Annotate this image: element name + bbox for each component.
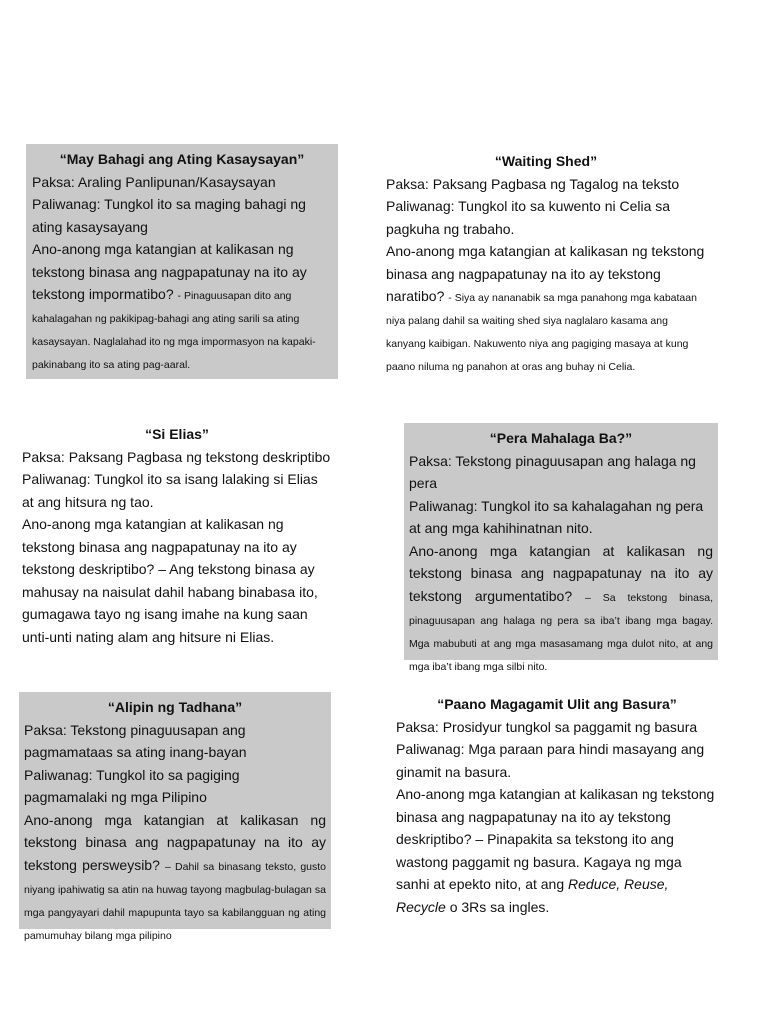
answer-text: – Ang tekstong binasa ay mahusay na naisulat dahil habang binabasa ito, gumagawa tayo ng isang imahe na kung saan unti-unti nating alam ang hitsure ni Elias. — [22, 561, 318, 645]
paliwanag-line: Paliwanag: Tungkol ito sa kuwento ni Celia sa pagkuha ng trabaho. — [386, 198, 671, 237]
card-title: “Alipin ng Tadhana” — [107, 699, 243, 715]
paliwanag-line: Paliwanag: Tungkol ito sa maging bahagi ng ating kasaysayang — [32, 196, 306, 235]
question-text: Ano-anong mga katangian at kalikasan ng tekstong binasa ang nagpapatunay na ito ay tekstong deskriptibo? — [22, 516, 297, 577]
question-text: Ano-anong mga katangian at kalikasan ng tekstong binasa ang nagpapatunay na ito ay tekstong argumentatibo? — [409, 542, 713, 604]
answer-text: - Pinaguusapan dito ang kahalagahan ng pakikipag-bahagi ang ating sarili sa ating kasaysayan. Naglalahad ito ng mga impormasyon na kapaki-pakinabang ito sa ating pag-aaral. — [32, 290, 316, 371]
question-text: Ano-anong mga katangian at kalikasan ng tekstong binasa ang nagpapatunay na ito ay tekstong naratibo? — [386, 243, 705, 304]
card-paano-magagamit — [392, 693, 722, 923]
paliwanag-line: Paliwanag: Tungkol ito sa isang lalaking si Elias at ang hitsura ng tao. — [22, 471, 318, 510]
card-may-bahagi — [26, 144, 338, 379]
card-title: “Si Elias” — [145, 426, 209, 442]
card-title: “Waiting Shed” — [494, 153, 598, 169]
card-pera-mahalaga — [404, 423, 718, 673]
paksa-line: Paksa: Paksang Pagbasa ng tekstong deskriptibo — [22, 448, 331, 465]
question-text: Ano-anong mga katangian at kalikasan ng tekstong binasa ang nagpapatunay na ito ay tekstong persweysib? — [24, 811, 326, 873]
answer-text: – Pinapakita sa tekstong ito ang wastong paggamit ng basura. Kagaya ng mga sanhi at epekto nito, at ang — [396, 831, 682, 892]
card-alipin-ng-tadhana — [19, 692, 331, 942]
paliwanag-line: Paliwanag: Mga paraan para hindi masayang ang ginamit na basura. — [396, 741, 705, 780]
answer-end: o 3Rs sa ingles. — [449, 898, 550, 915]
paksa-line: Paksa: Prosidyur tungkol sa paggamit ng basura — [396, 718, 698, 735]
card-title: “May Bahagi ang Ating Kasaysayan” — [59, 151, 305, 167]
paksa-line: Paksa: Paksang Pagbasa ng Tagalog na teksto — [386, 175, 680, 192]
answer-text: – Dahil sa binasang teksto, gusto niyang ipahiwatig sa atin na huwag tayong magbulag-bulagan sa mga pangyayari dahil mapupunta tayo sa kabilangguan ng ating pamumuhay bilang mga pilipino — [24, 860, 326, 942]
answer-text: – Sa tekstong binasa, pinaguusapan ang halaga ng pera sa iba’t ibang mga bagay. Mga mabubuti at ang mga masasamang mga dulot nito, at ang mga iba’t ibang mga silbi nito. — [409, 591, 713, 673]
question-text: Ano-anong mga katangian at kalikasan ng tekstong binasa ang nagpapatunay na ito ay tekstong deskriptibo? — [396, 786, 715, 847]
answer-terms: Reduce, Reuse, Recycle — [396, 876, 669, 915]
paksa-line: Paksa: Tekstong pinaguusapan ang pagmamataas sa ating inang-bayan — [24, 721, 247, 760]
paksa-line: Paksa: Araling Panlipunan/Kasaysayan — [32, 173, 276, 190]
card-title: “Paano Magagamit Ulit ang Basura” — [437, 696, 677, 712]
card-title: “Pera Mahalaga Ba?” — [489, 430, 633, 446]
paliwanag-line: Paliwanag: Tungkol ito sa kahalagahan ng pera at ang mga kahihinatnan nito. — [409, 497, 704, 536]
answer-text: - Siya ay nananabik sa mga panahong mga kabataan niya palang dahil sa waiting shed siya naglalaro kasama ang kanyang kaibigan. Nakuwento niya ang pagiging masaya at kung paano niluma ng panahon at oras ang buhay ni Celia. — [386, 292, 697, 373]
paliwanag-line: Paliwanag: Tungkol ito sa pagiging pagmamalaki ng mga Pilipino — [24, 766, 240, 805]
question-text: Ano-anong mga katangian at kalikasan ng tekstong binasa ang nagpapatunay na ito ay tekstong impormatibo? — [32, 241, 307, 302]
paksa-line: Paksa: Tekstong pinaguusapan ang halaga ng pera — [409, 452, 696, 491]
card-waiting-shed — [380, 150, 712, 385]
card-si-elias — [18, 423, 336, 653]
